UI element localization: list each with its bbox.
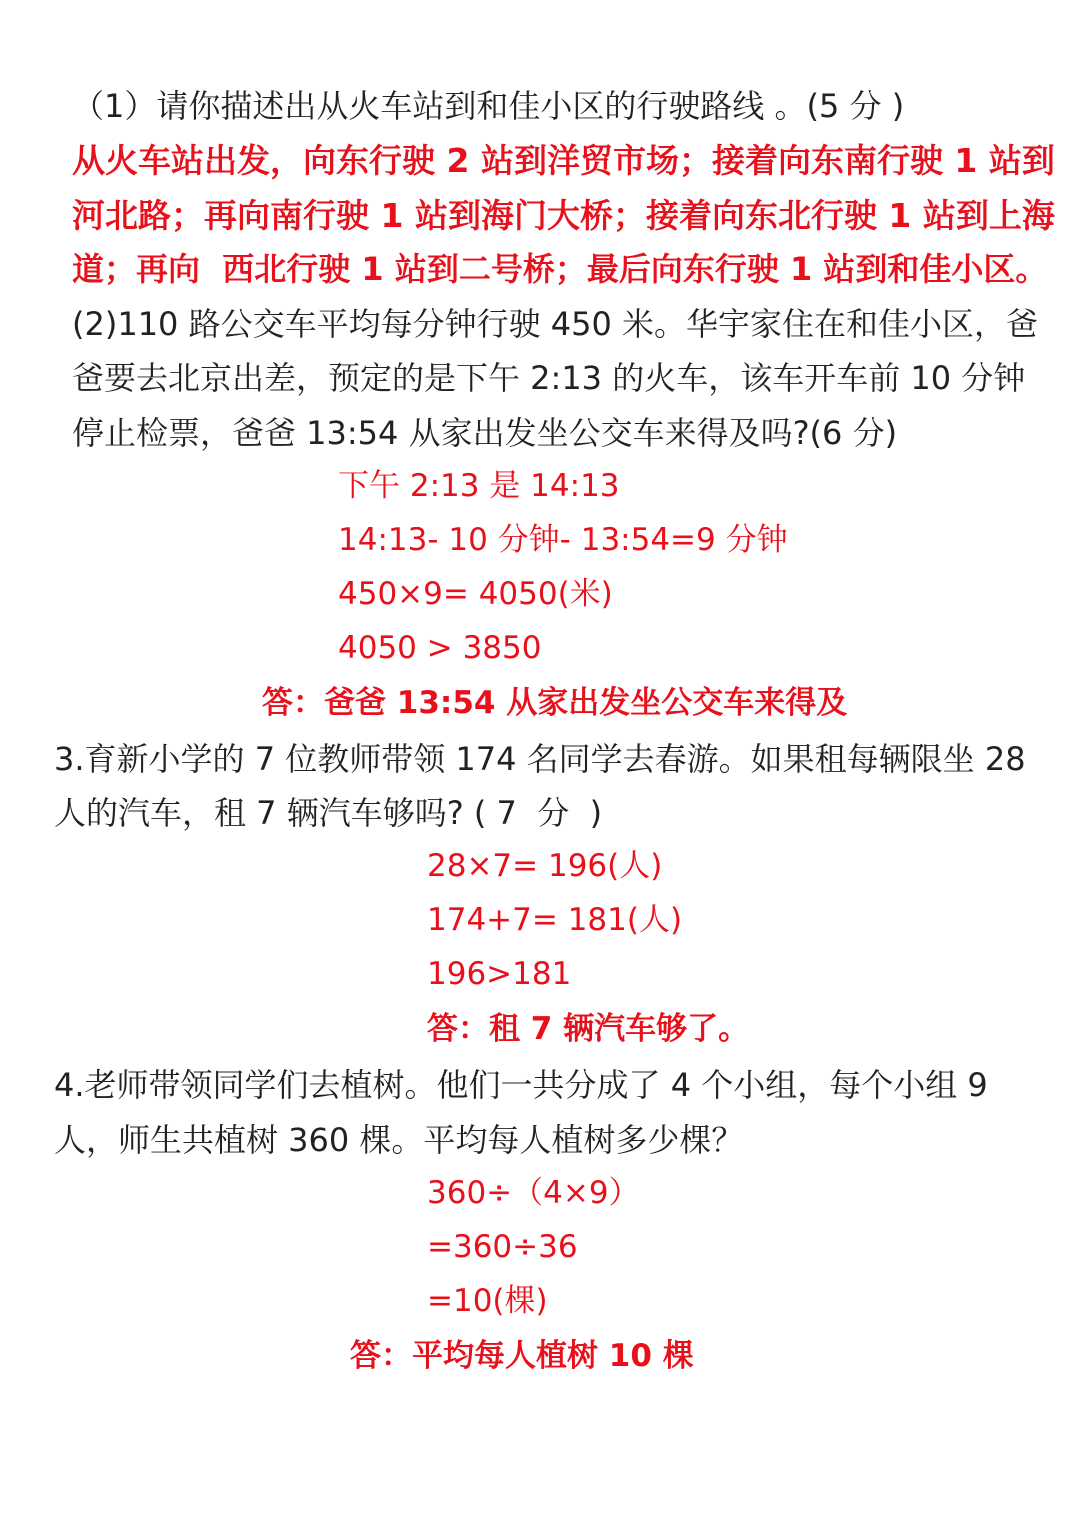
q2-part2-question-line-2: 爸要去北京出差，预定的是下午 2:13 的火车，该车开车前 10 分钟 <box>72 359 1026 397</box>
q2-part1-question: （1）请你描述出从火车站到和佳小区的行驶路线 。(5 分 ) <box>72 87 905 125</box>
q3-question-line-1: 3.育新小学的 7 位教师带领 174 名同学去春游。如果租每辆限坐 28 <box>54 740 1026 778</box>
q3-work-line-3: 196>181 <box>427 956 572 992</box>
q4-work-line-1: 360÷（4×9） <box>427 1175 640 1211</box>
q2-part1-answer-line-1: 从火车站出发，向东行驶 2 站到洋贸市场；接着向东南行驶 1 站到 <box>72 141 1055 180</box>
q2-part2-work-line-2: 14:13- 10 分钟- 13:54=9 分钟 <box>338 522 788 558</box>
q2-part2-answer: 答：爸爸 13:54 从家出发坐公交车来得及 <box>262 685 848 721</box>
q2-part2-work-line-3: 450×9= 4050(米) <box>338 576 613 612</box>
q4-work-line-2: =360÷36 <box>427 1229 578 1265</box>
q3-answer: 答：租 7 辆汽车够了。 <box>427 1011 750 1047</box>
q2-part1-answer-line-2: 河北路；再向南行驶 1 站到海门大桥；接着向东北行驶 1 站到上海 <box>72 196 1055 235</box>
q4-work-line-3: =10(棵) <box>427 1283 548 1319</box>
q2-part1-answer-line-3: 道；再向 西北行驶 1 站到二号桥；最后向东行驶 1 站到和佳小区。 <box>72 250 1048 288</box>
q2-part2-question-line-1: (2)110 路公交车平均每分钟行驶 450 米。华宇家住在和佳小区，爸 <box>72 305 1039 343</box>
q2-part2-work-line-4: 4050 > 3850 <box>338 630 542 666</box>
q2-part2-question-line-3: 停止检票，爸爸 13:54 从家出发坐公交车来得及吗?(6 分) <box>72 414 898 452</box>
q3-work-line-1: 28×7= 196(人) <box>427 848 663 884</box>
q4-answer: 答：平均每人植树 10 棵 <box>350 1338 694 1374</box>
q3-work-line-2: 174+7= 181(人) <box>427 902 683 938</box>
q4-question-line-2: 人，师生共植树 360 棵。平均每人植树多少棵？ <box>54 1121 744 1159</box>
q3-question-line-2: 人的汽车，租 7 辆汽车够吗? ( 7 分 ) <box>54 794 603 832</box>
q2-part2-work-line-1: 下午 2:13 是 14:13 <box>338 468 620 504</box>
q4-question-line-1: 4.老师带领同学们去植树。他们一共分成了 4 个小组，每个小组 9 <box>54 1066 988 1104</box>
